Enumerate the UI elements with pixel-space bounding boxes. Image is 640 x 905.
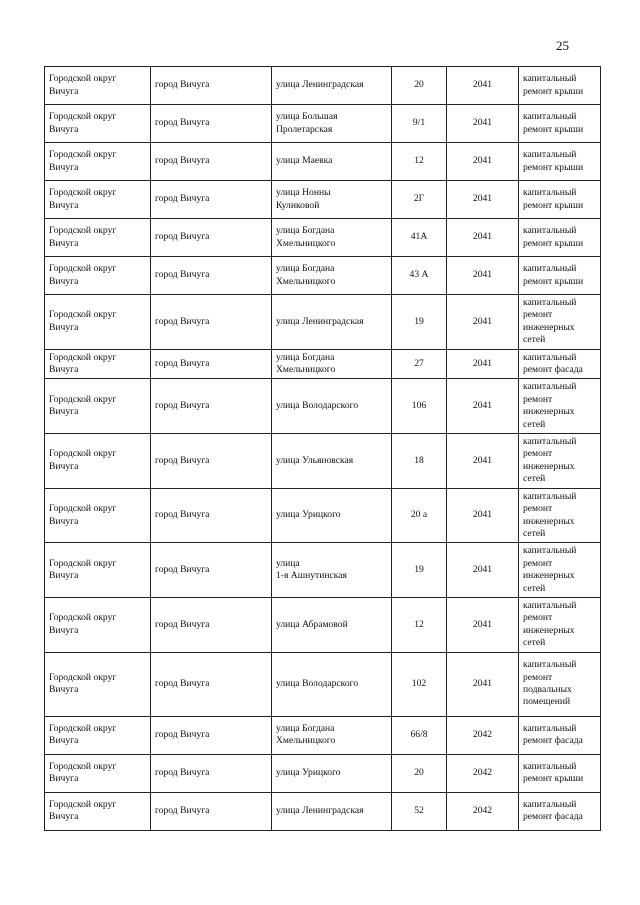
cell-year bbox=[447, 716, 519, 754]
cell-house-number-text: 41А bbox=[410, 231, 428, 243]
cell-year bbox=[447, 105, 519, 143]
cell-year-text: 2041 bbox=[472, 454, 493, 466]
cell-year bbox=[447, 349, 519, 379]
cell-municipality-text: Городской округ Вичуга bbox=[49, 393, 117, 418]
cell-municipality-text: Городской округ Вичуга bbox=[49, 309, 117, 333]
cell-municipality bbox=[45, 543, 151, 598]
cell-year bbox=[447, 379, 519, 434]
cell-street-text: улица Богдана Хмельницкого bbox=[276, 225, 336, 249]
cell-house-number-text: 19 bbox=[414, 563, 424, 575]
cell-work-type-text: капитальный ремонт крыши bbox=[523, 187, 584, 211]
cell-street bbox=[272, 295, 392, 350]
cell-municipality-text: Городской округ Вичуга bbox=[49, 73, 117, 97]
cell-settlement bbox=[151, 143, 272, 181]
cell-house-number bbox=[392, 792, 447, 830]
cell-work-type bbox=[519, 295, 601, 350]
cell-work-type bbox=[519, 67, 601, 105]
cell-street bbox=[272, 543, 392, 598]
cell-settlement-text: город Вичуга bbox=[155, 728, 210, 740]
table-row bbox=[45, 716, 601, 754]
cell-municipality bbox=[45, 754, 151, 792]
cell-street-text: улица Абрамовой bbox=[276, 618, 348, 630]
cell-street-text: улица Ленинградская bbox=[276, 315, 364, 327]
cell-work-type bbox=[519, 105, 601, 143]
table-row bbox=[45, 652, 601, 716]
cell-municipality bbox=[45, 488, 151, 543]
cell-work-type-text: капитальный ремонт инженерных сетей bbox=[523, 599, 577, 649]
cell-settlement-text: город Вичуга bbox=[155, 315, 210, 327]
cell-year-text: 2041 bbox=[472, 79, 493, 91]
cell-street bbox=[272, 219, 392, 257]
repair-schedule-table bbox=[44, 66, 601, 831]
cell-year bbox=[447, 67, 519, 105]
table-row bbox=[45, 488, 601, 543]
cell-settlement-text: город Вичуга bbox=[155, 79, 210, 91]
cell-year-text: 2042 bbox=[472, 804, 493, 816]
table-row bbox=[45, 754, 601, 792]
cell-municipality bbox=[45, 652, 151, 716]
cell-street bbox=[272, 105, 392, 143]
cell-municipality-text: Городской округ Вичуга bbox=[49, 225, 117, 249]
cell-street-text: улица Володарского bbox=[276, 677, 359, 689]
cell-settlement bbox=[151, 105, 272, 143]
cell-street-text: улица Богдана Хмельницкого bbox=[276, 263, 336, 287]
cell-settlement bbox=[151, 754, 272, 792]
cell-work-type bbox=[519, 754, 601, 792]
cell-settlement-text: город Вичуга bbox=[155, 231, 210, 243]
cell-year bbox=[447, 597, 519, 652]
cell-year bbox=[447, 219, 519, 257]
cell-house-number bbox=[392, 434, 447, 489]
cell-street bbox=[272, 597, 392, 652]
cell-street-text: улица Богдана Хмельницкого bbox=[276, 351, 336, 376]
cell-year-text: 2041 bbox=[472, 563, 493, 575]
cell-municipality bbox=[45, 792, 151, 830]
cell-municipality bbox=[45, 219, 151, 257]
cell-year-text: 2041 bbox=[472, 117, 493, 129]
cell-settlement-text: город Вичуга bbox=[155, 269, 210, 281]
cell-municipality bbox=[45, 434, 151, 489]
cell-house-number-text: 27 bbox=[414, 357, 424, 369]
cell-settlement bbox=[151, 597, 272, 652]
cell-settlement-text: город Вичуга bbox=[155, 766, 210, 778]
cell-municipality bbox=[45, 716, 151, 754]
cell-year bbox=[447, 181, 519, 219]
cell-settlement bbox=[151, 543, 272, 598]
cell-year-text: 2041 bbox=[472, 400, 493, 412]
cell-municipality bbox=[45, 67, 151, 105]
cell-house-number-text: 66/8 bbox=[410, 728, 428, 740]
cell-work-type-text: капитальный ремонт фасада bbox=[523, 351, 583, 376]
cell-year bbox=[447, 295, 519, 350]
cell-municipality-text: Городской округ Вичуга bbox=[49, 612, 117, 636]
table-row bbox=[45, 434, 601, 489]
cell-street bbox=[272, 652, 392, 716]
cell-municipality-text: Городской округ Вичуга bbox=[49, 149, 117, 173]
cell-work-type-text: капитальный ремонт фасада bbox=[523, 722, 583, 747]
table-row bbox=[45, 379, 601, 434]
cell-municipality bbox=[45, 295, 151, 350]
cell-house-number-text: 2Г bbox=[413, 193, 425, 205]
cell-year-text: 2041 bbox=[472, 193, 493, 205]
cell-work-type-text: капитальный ремонт крыши bbox=[523, 225, 584, 249]
cell-municipality-text: Городской округ Вичуга bbox=[49, 263, 117, 287]
cell-house-number bbox=[392, 219, 447, 257]
cell-street-text: улица Урицкого bbox=[276, 766, 341, 778]
cell-street-text: улица Ленинградская bbox=[276, 804, 364, 816]
cell-municipality bbox=[45, 349, 151, 379]
cell-street bbox=[272, 67, 392, 105]
cell-municipality-text: Городской округ Вичуга bbox=[49, 187, 117, 211]
cell-year-text: 2041 bbox=[472, 618, 493, 630]
table-row bbox=[45, 219, 601, 257]
cell-settlement bbox=[151, 434, 272, 489]
cell-street bbox=[272, 434, 392, 489]
cell-municipality-text: Городской округ Вичуга bbox=[49, 351, 117, 376]
table-row bbox=[45, 295, 601, 350]
table-row bbox=[45, 257, 601, 295]
cell-house-number bbox=[392, 652, 447, 716]
cell-house-number-text: 18 bbox=[414, 454, 424, 466]
cell-municipality bbox=[45, 105, 151, 143]
cell-work-type bbox=[519, 597, 601, 652]
cell-house-number bbox=[392, 295, 447, 350]
cell-work-type-text: капитальный ремонт инженерных сетей bbox=[523, 297, 577, 346]
table-body bbox=[45, 67, 601, 831]
cell-work-type bbox=[519, 379, 601, 434]
cell-work-type-text: капитальный ремонт крыши bbox=[523, 149, 584, 173]
cell-settlement-text: город Вичуга bbox=[155, 509, 210, 521]
cell-municipality-text: Городской округ Вичуга bbox=[49, 557, 117, 582]
cell-municipality-text: Городской округ Вичуга bbox=[49, 503, 117, 527]
cell-year-text: 2042 bbox=[472, 728, 493, 740]
cell-year bbox=[447, 434, 519, 489]
cell-settlement bbox=[151, 792, 272, 830]
cell-municipality bbox=[45, 181, 151, 219]
cell-street-text: улица Ульяновская bbox=[276, 454, 354, 466]
cell-street bbox=[272, 792, 392, 830]
cell-work-type bbox=[519, 792, 601, 830]
cell-municipality-text: Городской округ Вичуга bbox=[49, 798, 117, 823]
table-row bbox=[45, 543, 601, 598]
cell-house-number bbox=[392, 754, 447, 792]
cell-municipality bbox=[45, 379, 151, 434]
cell-work-type bbox=[519, 543, 601, 598]
cell-settlement-text: город Вичуга bbox=[155, 155, 210, 167]
cell-house-number-text: 9/1 bbox=[412, 117, 426, 129]
cell-municipality-text: Городской округ Вичуга bbox=[49, 671, 117, 696]
cell-year bbox=[447, 488, 519, 543]
cell-municipality bbox=[45, 143, 151, 181]
cell-house-number-text: 12 bbox=[414, 155, 424, 167]
cell-house-number bbox=[392, 67, 447, 105]
cell-year-text: 2041 bbox=[472, 677, 493, 689]
table-row bbox=[45, 143, 601, 181]
cell-house-number-text: 20 bbox=[414, 766, 424, 778]
cell-year-text: 2041 bbox=[472, 269, 493, 281]
cell-house-number-text: 19 bbox=[414, 315, 424, 327]
table-row bbox=[45, 792, 601, 830]
cell-work-type-text: капитальный ремонт крыши bbox=[523, 263, 584, 287]
cell-street bbox=[272, 488, 392, 543]
cell-work-type-text: капитальный ремонт инженерных сетей bbox=[523, 490, 577, 539]
cell-year bbox=[447, 543, 519, 598]
cell-street-text: улица Богдана Хмельницкого bbox=[276, 722, 336, 747]
cell-year-text: 2041 bbox=[472, 315, 493, 327]
cell-house-number-text: 20 bbox=[414, 79, 424, 91]
page-number: 25 bbox=[556, 38, 569, 53]
cell-house-number bbox=[392, 488, 447, 543]
table-row bbox=[45, 67, 601, 105]
cell-settlement bbox=[151, 349, 272, 379]
cell-work-type bbox=[519, 488, 601, 543]
cell-work-type-text: капитальный ремонт крыши bbox=[523, 73, 584, 97]
cell-street bbox=[272, 181, 392, 219]
cell-street-text: улица Володарского bbox=[276, 400, 359, 412]
cell-work-type bbox=[519, 219, 601, 257]
table-row bbox=[45, 597, 601, 652]
cell-street bbox=[272, 257, 392, 295]
cell-settlement bbox=[151, 652, 272, 716]
cell-settlement-text: город Вичуга bbox=[155, 804, 210, 816]
cell-street-text: улица 1-я Ашнутинская bbox=[276, 557, 347, 582]
cell-work-type-text: капитальный ремонт фасада bbox=[523, 798, 583, 823]
cell-street-text: улица Маевка bbox=[276, 155, 333, 167]
cell-settlement-text: город Вичуга bbox=[155, 193, 210, 205]
cell-work-type-text: капитальный ремонт инженерных сетей bbox=[523, 381, 577, 430]
cell-work-type bbox=[519, 716, 601, 754]
cell-settlement bbox=[151, 295, 272, 350]
cell-settlement bbox=[151, 219, 272, 257]
cell-house-number-text: 102 bbox=[411, 677, 427, 689]
table-row bbox=[45, 181, 601, 219]
cell-house-number bbox=[392, 257, 447, 295]
cell-year bbox=[447, 792, 519, 830]
cell-settlement-text: город Вичуга bbox=[155, 677, 210, 689]
cell-settlement-text: город Вичуга bbox=[155, 117, 210, 129]
cell-municipality-text: Городской округ Вичуга bbox=[49, 448, 117, 472]
cell-street bbox=[272, 143, 392, 181]
cell-work-type-text: капитальный ремонт подвальных помещений bbox=[523, 659, 577, 708]
cell-municipality-text: Городской округ Вичуга bbox=[49, 111, 117, 135]
table-row bbox=[45, 349, 601, 379]
cell-house-number bbox=[392, 379, 447, 434]
cell-settlement bbox=[151, 181, 272, 219]
cell-year-text: 2042 bbox=[472, 766, 493, 778]
cell-street-text: улица Урицкого bbox=[276, 509, 341, 521]
cell-house-number-text: 52 bbox=[414, 804, 424, 816]
cell-street-text: улица Нонны Куликовой bbox=[276, 187, 331, 211]
cell-work-type-text: капитальный ремонт крыши bbox=[523, 111, 584, 135]
cell-settlement bbox=[151, 257, 272, 295]
cell-municipality bbox=[45, 597, 151, 652]
cell-year-text: 2041 bbox=[472, 509, 493, 521]
cell-house-number bbox=[392, 181, 447, 219]
cell-municipality-text: Городской округ Вичуга bbox=[49, 722, 117, 747]
cell-year bbox=[447, 143, 519, 181]
cell-settlement-text: город Вичуга bbox=[155, 563, 210, 575]
cell-year-text: 2041 bbox=[472, 357, 493, 369]
cell-street bbox=[272, 349, 392, 379]
cell-house-number bbox=[392, 105, 447, 143]
cell-settlement bbox=[151, 67, 272, 105]
cell-street-text: улица Ленинградская bbox=[276, 79, 364, 91]
cell-work-type bbox=[519, 257, 601, 295]
cell-year-text: 2041 bbox=[472, 231, 493, 243]
cell-year bbox=[447, 257, 519, 295]
cell-year bbox=[447, 754, 519, 792]
cell-house-number-text: 43 А bbox=[409, 269, 429, 281]
cell-settlement-text: город Вичуга bbox=[155, 357, 210, 369]
cell-house-number-text: 20 а bbox=[410, 509, 428, 521]
cell-settlement-text: город Вичуга bbox=[155, 454, 210, 466]
cell-house-number bbox=[392, 349, 447, 379]
cell-settlement bbox=[151, 379, 272, 434]
cell-year-text: 2041 bbox=[472, 155, 493, 167]
cell-settlement-text: город Вичуга bbox=[155, 618, 210, 630]
cell-house-number-text: 12 bbox=[414, 618, 424, 630]
cell-year bbox=[447, 652, 519, 716]
cell-work-type-text: капитальный ремонт инженерных сетей bbox=[523, 436, 577, 485]
cell-work-type bbox=[519, 652, 601, 716]
cell-settlement-text: город Вичуга bbox=[155, 400, 210, 412]
cell-work-type bbox=[519, 181, 601, 219]
cell-settlement bbox=[151, 716, 272, 754]
cell-street bbox=[272, 716, 392, 754]
table-row bbox=[45, 105, 601, 143]
cell-house-number bbox=[392, 543, 447, 598]
cell-work-type-text: капитальный ремонт инженерных сетей bbox=[523, 545, 577, 594]
cell-work-type bbox=[519, 434, 601, 489]
cell-house-number bbox=[392, 597, 447, 652]
cell-street bbox=[272, 379, 392, 434]
cell-settlement bbox=[151, 488, 272, 543]
cell-municipality-text: Городской округ Вичуга bbox=[49, 760, 117, 785]
cell-work-type bbox=[519, 349, 601, 379]
cell-house-number bbox=[392, 716, 447, 754]
cell-municipality bbox=[45, 257, 151, 295]
cell-house-number bbox=[392, 143, 447, 181]
cell-work-type bbox=[519, 143, 601, 181]
cell-work-type-text: капитальный ремонт крыши bbox=[523, 760, 584, 785]
cell-street bbox=[272, 754, 392, 792]
cell-street-text: улица Большая Пролетарская bbox=[276, 111, 338, 135]
cell-house-number-text: 106 bbox=[411, 400, 427, 412]
